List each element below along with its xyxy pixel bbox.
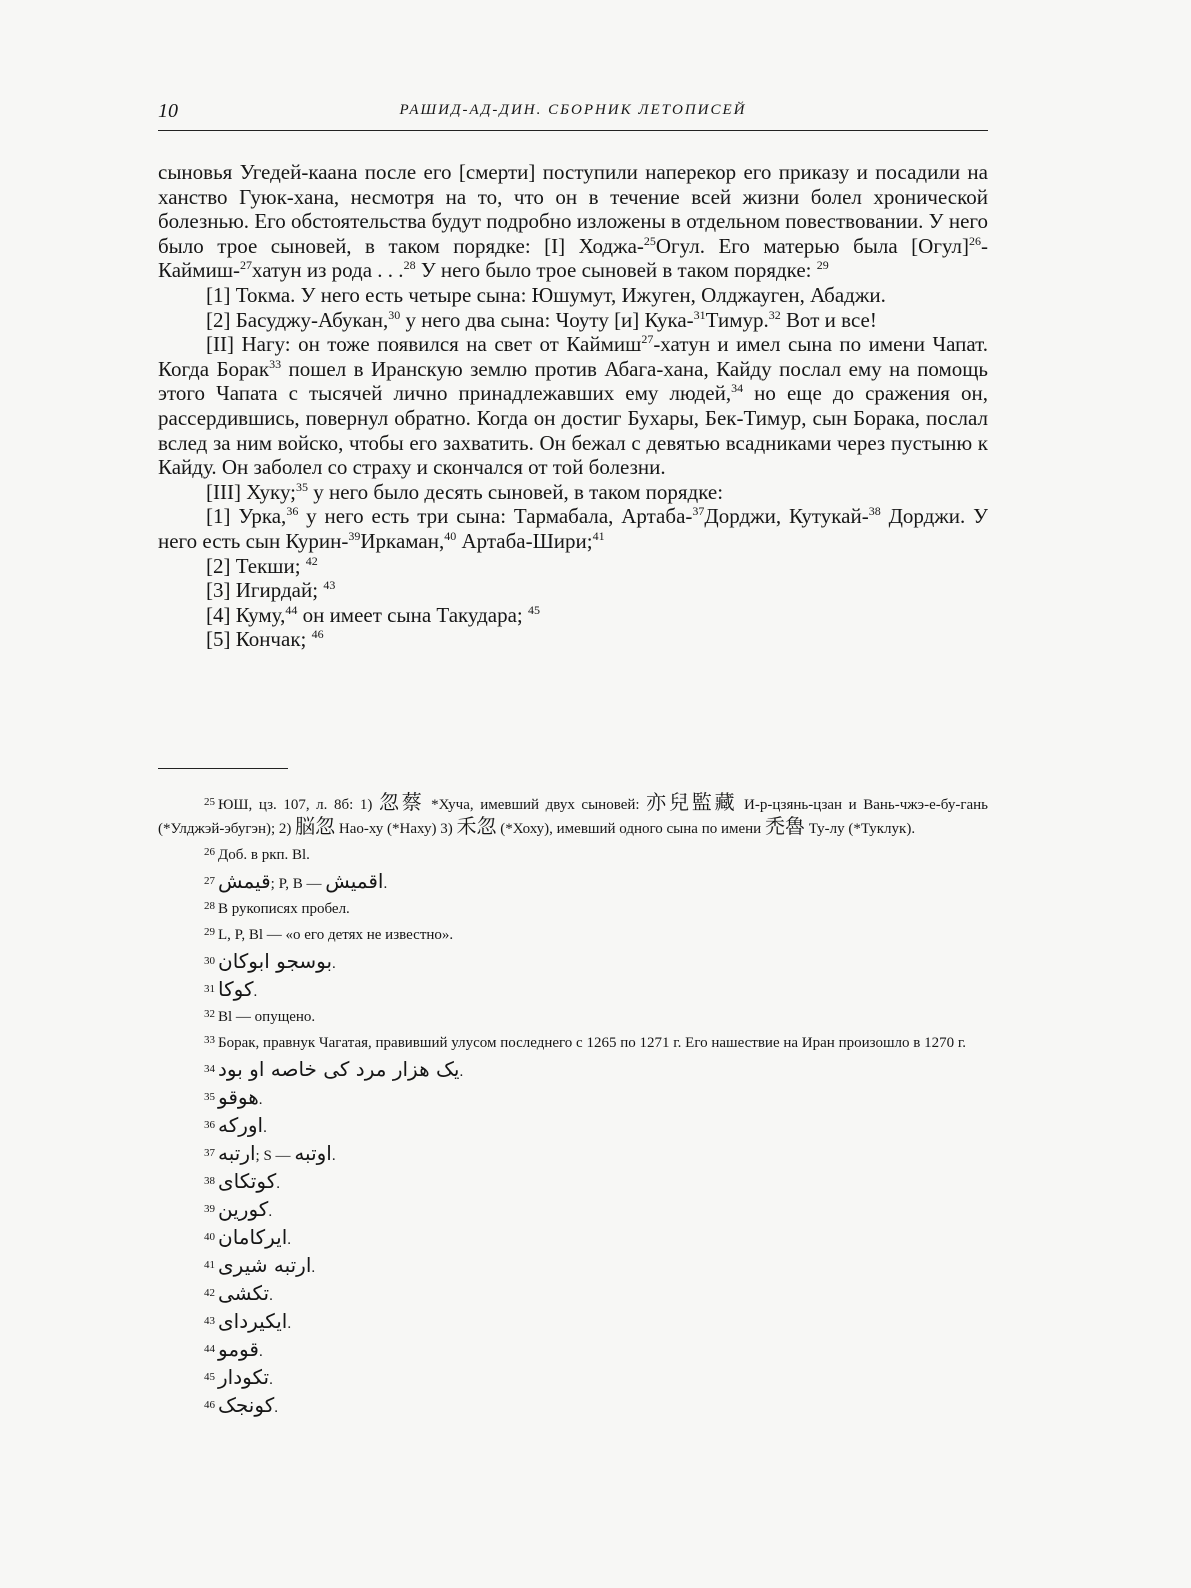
text: L, P, Bl — «о его детях не известно». <box>218 927 454 943</box>
footnote-ref: 43 <box>323 578 336 593</box>
text: . <box>258 1344 263 1360</box>
footnote-ref: 44 <box>285 602 298 617</box>
text: [4] Куму, <box>206 602 286 627</box>
text: Bl — опущено. <box>218 1009 316 1025</box>
footnote <box>158 1004 988 1028</box>
footnote <box>158 1030 988 1054</box>
footnote <box>158 1112 988 1138</box>
text: [1] Урка, <box>206 504 287 529</box>
page-number: 10 <box>158 100 178 122</box>
footnote <box>158 1168 988 1194</box>
footnote <box>158 896 988 920</box>
text: -Каймиш- <box>158 233 988 283</box>
footnote-ref: 26 <box>969 233 981 248</box>
persian-text: اورکه <box>218 1113 264 1137</box>
footnote-ref: 32 <box>768 307 781 322</box>
footnote <box>158 1280 988 1306</box>
footnote-number: 25 <box>204 796 215 808</box>
text: . <box>268 1204 273 1220</box>
text: но еще до сражения он, рассердившись, повернул обратно. Когда он достиг Бухары, Бек-Тимур, сын Борака, послал вслед за ним войско, чтобы его захватить. Он бежал с девятью всадниками через пустыню к Кайду. Он заболел со страху и скончался от той болезни. <box>158 381 988 480</box>
text: хатун из рода . . . <box>251 258 404 283</box>
text: у него есть три сына: Тармабала, Артаба- <box>298 504 693 529</box>
text: он имеет сына Такудара; <box>297 602 523 627</box>
text: ; S — <box>255 1148 295 1164</box>
persian-text: یک هزار مرد کی خاصه او بود <box>218 1057 460 1081</box>
persian-text: اوتبه <box>294 1141 332 1165</box>
footnote <box>158 1224 988 1250</box>
chinese-text: 脳忽 <box>295 814 336 838</box>
text: ЮШ, цз. 107, л. 8б: 1) <box>218 797 379 813</box>
footnote <box>158 1140 988 1166</box>
chinese-text: 禿魯 <box>764 814 805 838</box>
text: . <box>287 1232 292 1248</box>
footnote-number: 26 <box>204 846 215 858</box>
text: . <box>274 1400 278 1416</box>
text: у него было десять сыновей, в таком порядке: <box>308 479 724 504</box>
paragraph <box>158 332 988 480</box>
footnote-ref: 35 <box>296 479 308 494</box>
text: . <box>253 984 258 1000</box>
page-header <box>158 100 988 130</box>
text: Дорджи, Кутукай- <box>704 504 869 529</box>
footnote-ref: 45 <box>528 602 541 617</box>
running-title: РАШИД-АД-ДИН. СБОРНИК ЛЕТОПИСЕЙ <box>399 102 747 118</box>
footnote-number: 35 <box>204 1091 215 1103</box>
text: . <box>269 1372 273 1388</box>
header-rule <box>158 130 988 131</box>
footnote-number: 38 <box>204 1175 215 1187</box>
persian-text: کورین <box>218 1197 269 1221</box>
footnote <box>158 1252 988 1278</box>
text: сыновья Угедей-каана после его [смерти] поступили наперекор его приказу и посадили на ханство Гуюк-хана, несмотря на то, что он в течение всей жизни болел хронической болезнью. Его обстоятельства будут подробно изложены в отдельном повествовании. У него было трое сыновей, в таком порядке: [I] Ходжа- <box>158 160 988 258</box>
footnote-number: 43 <box>204 1315 215 1327</box>
footnote-number: 28 <box>204 900 215 912</box>
text: . <box>383 876 388 892</box>
text: В рукописях пробел. <box>218 901 350 917</box>
footnote <box>158 842 988 866</box>
text: (*Хоху), имевший одного сына по имени <box>496 821 765 837</box>
text: И-р-цзянь-цзан и Вань-чжэ-е-бу-гань (*Улджэй-эбугэн); 2) <box>158 797 988 837</box>
list-item <box>158 603 988 628</box>
footnote-number: 42 <box>204 1287 215 1299</box>
footnote-ref: 41 <box>592 528 605 543</box>
text: Доб. в ркп. Bl. <box>218 847 310 863</box>
text: [2] Басуджу-Абукан, <box>206 307 389 332</box>
footnote <box>158 1056 988 1082</box>
persian-text: قیمش <box>218 869 271 893</box>
footnote-number: 39 <box>204 1203 215 1215</box>
list-item <box>158 578 988 603</box>
text: *Хуча, имевший двух сыновей: <box>424 797 647 813</box>
chinese-text: 禾忽 <box>456 814 497 838</box>
text: . <box>258 1092 263 1108</box>
text: Вот и все! <box>780 307 877 332</box>
footnote-number: 40 <box>204 1231 215 1243</box>
footnote-separator <box>158 768 288 769</box>
text: . <box>263 1120 267 1136</box>
persian-text: ارتبه <box>218 1141 256 1165</box>
footnote-ref: 36 <box>286 504 299 519</box>
footnote <box>158 948 988 974</box>
text: . <box>269 1288 273 1304</box>
text: [3] Игирдай; <box>206 578 319 603</box>
footnote-ref: 31 <box>693 307 706 322</box>
paragraph: [1] Токма. У него есть четыре сына: Юшумут, Ижуген, Олджауген, Абаджи. <box>206 282 886 307</box>
footnote-ref: 38 <box>868 504 881 519</box>
list-item <box>158 627 988 652</box>
text: Иркаман, <box>360 528 445 553</box>
footnote-number: 30 <box>204 955 215 967</box>
paragraph <box>158 480 988 505</box>
text: пошел в Иранскую землю против Абага-хана, Кайду послал ему на помощь этого Чапата с тысячей лично принадлежавших ему людей, <box>158 356 988 406</box>
footnote-number: 41 <box>204 1259 215 1271</box>
footnote-ref: 40 <box>444 528 457 543</box>
footnote <box>158 792 988 840</box>
footnote-number: 29 <box>204 926 215 938</box>
footnote-ref: 42 <box>305 553 318 568</box>
footnote-ref: 33 <box>269 356 282 371</box>
footnote-number: 34 <box>204 1063 215 1075</box>
footnote-ref: 30 <box>388 307 401 322</box>
text: . <box>459 1064 464 1080</box>
persian-text: تکودار <box>218 1365 270 1389</box>
footnote-number: 45 <box>204 1371 215 1383</box>
persian-text: تکشی <box>218 1281 270 1305</box>
chinese-text: 忽蔡 <box>378 790 425 814</box>
footnote-number: 32 <box>204 1008 215 1020</box>
footnote-ref: 46 <box>311 627 324 642</box>
footnote <box>158 1336 988 1362</box>
footnote-number: 46 <box>204 1399 215 1411</box>
list-item <box>158 554 988 579</box>
text: Ту-лу (*Туклук). <box>804 821 916 837</box>
persian-text: کونجک <box>218 1393 275 1417</box>
footnote <box>158 1392 988 1418</box>
footnote-number: 33 <box>204 1034 215 1046</box>
text: [5] Кончак; <box>206 627 307 652</box>
footnote <box>158 976 988 1002</box>
text: . <box>332 956 336 972</box>
footnote-ref: 37 <box>692 504 705 519</box>
footnote-ref: 25 <box>643 233 656 248</box>
text: . <box>287 1316 292 1332</box>
main-text <box>158 160 988 652</box>
footnote-number: 27 <box>204 875 215 887</box>
text: Артаба-Шири; <box>456 528 593 553</box>
paragraph <box>158 504 988 553</box>
footnote-number: 44 <box>204 1343 215 1355</box>
footnotes <box>158 792 988 1420</box>
text: [III] Хуку; <box>206 479 296 504</box>
persian-text: هوقو <box>218 1085 259 1109</box>
text: У него было трое сыновей в таком порядке: <box>415 258 817 283</box>
paragraph <box>158 160 988 283</box>
footnote <box>158 1196 988 1222</box>
text: ; P, B — <box>270 876 326 892</box>
text: Дорджи. У него есть сын Курин- <box>158 504 989 553</box>
text: Огул. Его матерью была [Огул] <box>655 233 969 258</box>
footnote <box>158 922 988 946</box>
text: [2] Текши; <box>206 553 301 578</box>
footnote-ref: 27 <box>239 258 252 273</box>
persian-text: کوکا <box>218 977 254 1001</box>
text: Нао-ху (*Наху) 3) <box>335 821 457 837</box>
footnote <box>158 1084 988 1110</box>
chinese-text: 亦兒監藏 <box>646 790 738 814</box>
footnote-ref: 27 <box>641 332 654 347</box>
persian-text: ایکیردای <box>218 1309 288 1333</box>
footnote-ref: 34 <box>731 381 744 396</box>
footnote-number: 31 <box>204 983 215 995</box>
footnote <box>158 1364 988 1390</box>
text: у него два сына: Чоуту [и] Кука- <box>400 307 694 332</box>
text: Борак, правнук Чагатая, правивший улусом последнего с 1265 по 1271 г. Его нашествие на Иран произошло в 1270 г. <box>218 1035 967 1051</box>
persian-text: ارتبه شیری <box>218 1253 312 1277</box>
text: [II] Нагу: он тоже появился на свет от Каймиш <box>206 332 642 357</box>
footnote-ref: 39 <box>348 528 361 543</box>
footnote <box>158 868 988 894</box>
text: Тимур. <box>705 307 769 332</box>
footnote-ref: 28 <box>403 258 416 273</box>
footnote <box>158 1308 988 1334</box>
text: . <box>276 1176 280 1192</box>
paragraph <box>158 308 988 333</box>
persian-text: ایرکامان <box>218 1225 288 1249</box>
text: . <box>331 1148 336 1164</box>
footnote-ref: 29 <box>816 258 829 273</box>
persian-text: بوسجو ابوکان <box>218 949 333 973</box>
footnote-number: 37 <box>204 1147 215 1159</box>
footnote-number: 36 <box>204 1119 215 1131</box>
persian-text: کوتکای <box>218 1169 277 1193</box>
persian-text: اقمیش <box>325 869 384 893</box>
text: . <box>311 1260 316 1276</box>
persian-text: قومو <box>218 1337 259 1361</box>
text: -хатун и имел сына по имени Чапат. Когда Борак <box>158 332 988 381</box>
